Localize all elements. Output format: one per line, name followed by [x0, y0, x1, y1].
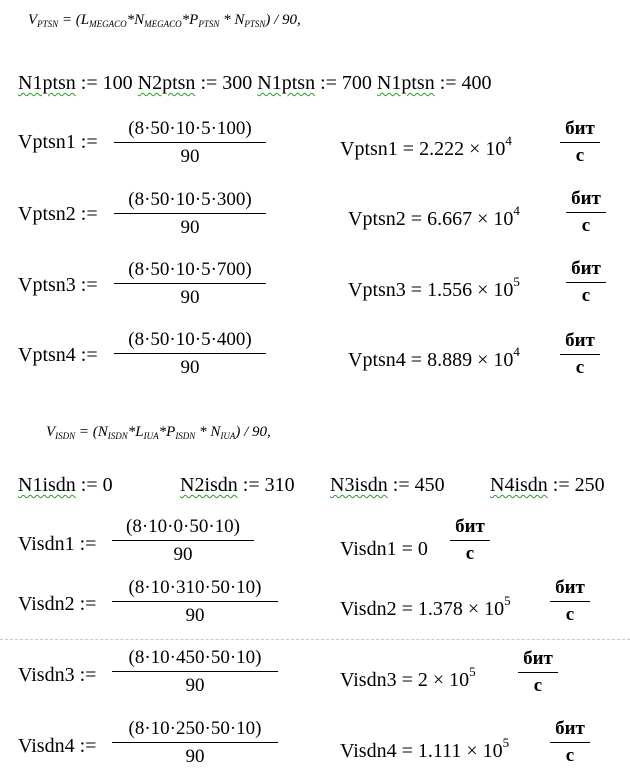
formula-text: ) / 90, — [265, 12, 301, 28]
fraction — [114, 117, 266, 169]
param-value: := 0 — [75, 474, 113, 496]
formula-text: ) / 90, — [235, 424, 271, 440]
result — [340, 664, 476, 692]
result — [340, 593, 511, 621]
unit — [566, 258, 606, 307]
ptsn-formula — [28, 12, 301, 29]
unit-numerator: бит — [455, 516, 485, 537]
numerator: (8·10·450·50·10) — [128, 647, 262, 668]
formula-subscript: MEGACO — [144, 19, 182, 29]
result-exponent: 4 — [505, 133, 512, 148]
unit-bar — [550, 601, 590, 602]
denominator: 90 — [180, 287, 200, 308]
row-lhs: Visdn2 := — [18, 593, 97, 615]
formula-subscript: PTSN — [198, 19, 220, 29]
ptsn-params-line — [18, 72, 492, 94]
param-name[interactable]: N1ptsn — [376, 72, 435, 94]
unit-bar — [560, 142, 600, 143]
param-value: := 250 — [547, 474, 605, 496]
fraction-bar — [112, 742, 278, 743]
formula-subscript: IUA — [143, 431, 159, 441]
fraction — [112, 515, 254, 567]
param-value: := 310 — [237, 474, 295, 496]
numerator: (8·50·10·5·400) — [128, 329, 252, 350]
formula-text: * N — [195, 424, 221, 440]
fraction — [112, 717, 278, 769]
unit-denominator: с — [581, 285, 591, 306]
unit-denominator: с — [465, 543, 475, 564]
result-value: Visdn3 = 2 × 10 — [340, 669, 470, 691]
row-lhs: Visdn3 := — [18, 664, 97, 686]
denominator: 90 — [173, 544, 193, 565]
result-value: Visdn1 = 0 — [340, 538, 428, 560]
unit-numerator: бит — [571, 188, 601, 209]
numerator: (8·10·310·50·10) — [128, 577, 262, 598]
unit-denominator: с — [575, 145, 585, 166]
formula-subscript: ISDN — [55, 431, 76, 441]
formula-text: * N — [219, 12, 245, 28]
unit — [560, 118, 600, 167]
unit-denominator: с — [575, 357, 585, 378]
numerator: (8·10·250·50·10) — [128, 718, 262, 739]
unit-denominator: с — [565, 604, 575, 625]
unit — [566, 188, 606, 237]
unit-bar — [566, 282, 606, 283]
row-lhs: Vptsn3 := — [18, 274, 98, 296]
result — [340, 735, 509, 763]
row-lhs: Vptsn1 := — [18, 131, 98, 153]
param-name[interactable]: N1ptsn — [257, 72, 316, 94]
fraction — [114, 188, 266, 240]
unit-numerator: бит — [571, 258, 601, 279]
denominator: 90 — [185, 675, 205, 696]
param-value: := 700 — [315, 72, 377, 94]
result-value: Vptsn4 = 8.889 × 10 — [348, 349, 514, 371]
unit-denominator: с — [581, 215, 591, 236]
param-value: := 450 — [387, 474, 445, 496]
result-value: Vptsn1 = 2.222 × 10 — [340, 138, 506, 160]
formula-text: V — [28, 12, 38, 28]
denominator: 90 — [180, 357, 200, 378]
unit-numerator: бит — [523, 648, 553, 669]
numerator: (8·50·10·5·700) — [128, 259, 252, 280]
fraction-bar — [114, 353, 266, 354]
fraction-bar — [112, 540, 254, 541]
result-exponent: 5 — [469, 664, 476, 679]
unit — [550, 718, 590, 767]
fraction — [112, 646, 278, 698]
param-name[interactable]: N3isdn — [330, 474, 388, 496]
unit-bar — [550, 742, 590, 743]
param-value: := 300 — [195, 72, 258, 94]
formula-text: = (L — [58, 12, 90, 28]
param-name[interactable]: N2isdn — [180, 474, 238, 496]
result-value: Vptsn3 = 1.556 × 10 — [348, 279, 514, 301]
unit — [518, 648, 558, 697]
formula-subscript: PTSN — [244, 19, 266, 29]
param-name[interactable]: N1ptsn — [18, 72, 76, 94]
isdn-param-3 — [330, 474, 445, 496]
denominator: 90 — [180, 146, 200, 167]
param-value: := 400 — [434, 72, 492, 94]
result — [348, 203, 520, 231]
row-lhs: Visdn1 := — [18, 533, 97, 555]
denominator: 90 — [185, 746, 205, 767]
result-value: Visdn2 = 1.378 × 10 — [340, 598, 505, 620]
unit-bar — [518, 672, 558, 673]
param-name[interactable]: N4isdn — [490, 474, 548, 496]
isdn-param-4 — [490, 474, 605, 496]
result — [340, 533, 428, 561]
param-name[interactable]: N2ptsn — [137, 72, 196, 94]
formula-subscript: ISDN — [175, 431, 196, 441]
formula-text: *N — [126, 12, 145, 28]
fraction-bar — [114, 142, 266, 143]
unit-numerator: бит — [555, 577, 585, 598]
row-lhs: Vptsn2 := — [18, 203, 98, 225]
isdn-param-1 — [18, 474, 113, 496]
denominator: 90 — [185, 605, 205, 626]
fraction-bar — [112, 601, 278, 602]
fraction-bar — [114, 213, 266, 214]
unit — [560, 330, 600, 379]
result — [348, 274, 520, 302]
unit-denominator: с — [533, 675, 543, 696]
row-lhs: Vptsn4 := — [18, 344, 98, 366]
formula-subscript: MEGACO — [89, 19, 127, 29]
unit-bar — [560, 354, 600, 355]
unit-bar — [450, 540, 490, 541]
isdn-formula — [46, 424, 271, 441]
result-exponent: 5 — [513, 274, 520, 289]
row-lhs: Visdn4 := — [18, 735, 97, 757]
unit-numerator: бит — [555, 718, 585, 739]
fraction — [114, 258, 266, 310]
result-exponent: 4 — [513, 203, 520, 218]
page-divider — [0, 639, 630, 640]
unit-bar — [566, 212, 606, 213]
result — [340, 133, 512, 161]
formula-text: *P — [181, 12, 199, 28]
param-name[interactable]: N1isdn — [18, 474, 76, 496]
unit-numerator: бит — [565, 118, 595, 139]
result-exponent: 5 — [504, 593, 511, 608]
result — [348, 344, 520, 372]
formula-text: *L — [127, 424, 144, 440]
formula-subscript: ISDN — [107, 431, 128, 441]
unit — [450, 516, 490, 565]
formula-subscript: PTSN — [37, 19, 59, 29]
param-value: := 100 — [75, 72, 138, 94]
denominator: 90 — [180, 217, 200, 238]
result-value: Visdn4 = 1.111 × 10 — [340, 740, 503, 762]
fraction-bar — [114, 283, 266, 284]
numerator: (8·50·10·5·100) — [128, 118, 252, 139]
formula-text: *P — [158, 424, 176, 440]
result-value: Vptsn2 = 6.667 × 10 — [348, 208, 514, 230]
formula-text: V — [46, 424, 56, 440]
formula-subscript: IUA — [220, 431, 236, 441]
unit-denominator: с — [565, 745, 575, 766]
result-exponent: 5 — [502, 735, 510, 750]
isdn-param-2 — [180, 474, 295, 496]
numerator: (8·10·0·50·10) — [126, 516, 240, 537]
fraction — [114, 328, 266, 380]
result-exponent: 4 — [513, 344, 520, 359]
unit — [550, 577, 590, 626]
fraction — [112, 576, 278, 628]
unit-numerator: бит — [565, 330, 595, 351]
fraction-bar — [112, 671, 278, 672]
numerator: (8·50·10·5·300) — [128, 189, 252, 210]
formula-text: = (N — [75, 424, 108, 440]
